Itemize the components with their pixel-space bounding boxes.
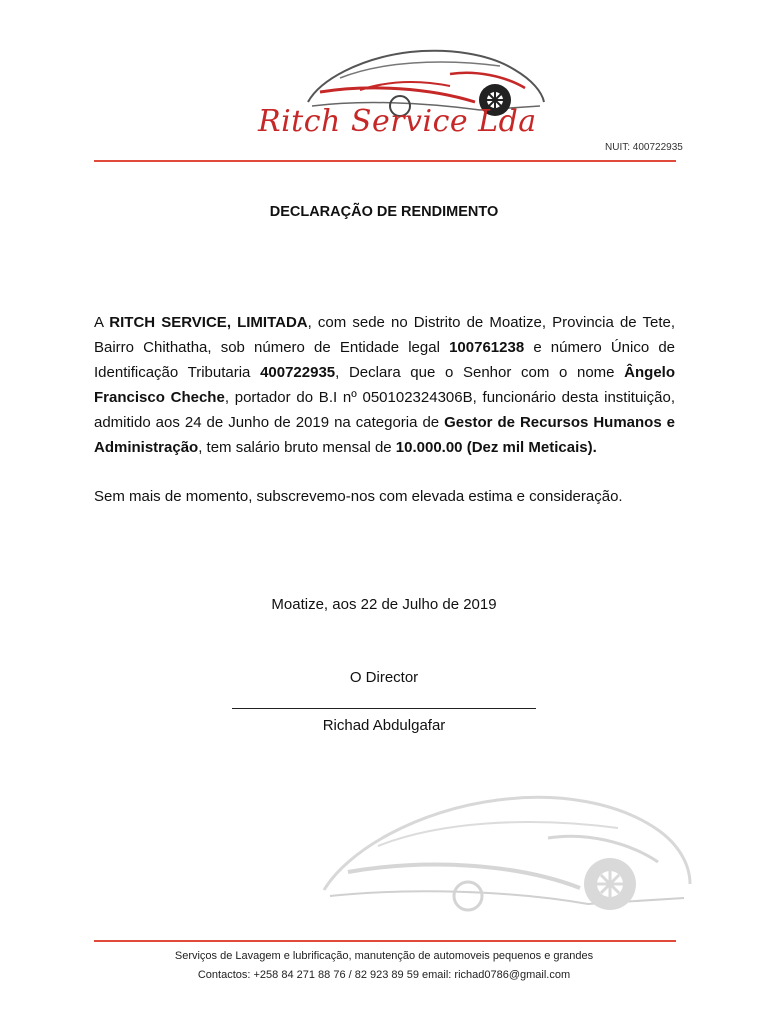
car-watermark-icon xyxy=(318,780,694,930)
job-position: Gestor de Recursos Humanos e Administração xyxy=(94,414,675,456)
body-text-part: A xyxy=(94,314,110,331)
footer-contacts: Contactos: +258 84 271 88 76 / 82 923 89 59 email: richad0786@gmail.com xyxy=(197,969,571,981)
closing-sentence: Sem mais de momento, subscrevemo-nos com elevada estima e consideração. xyxy=(94,488,623,505)
employee-name: Ângelo Francisco Cheche xyxy=(94,364,675,406)
footer-services: Serviços de Lavagem e lubrificação, manutenção de automoveis pequenos e grandes xyxy=(174,950,594,962)
salary-amount: 10.000.00 xyxy=(395,439,463,456)
company-logo-text: Ritch Service Lda xyxy=(258,104,537,139)
nuit-number: 400722935 xyxy=(260,364,336,381)
declaration-paragraph xyxy=(94,310,675,460)
signature-line xyxy=(232,708,536,709)
salary-words: (Dez mil Meticais). xyxy=(466,439,597,456)
footer-divider xyxy=(94,940,676,942)
place-date: Moatize, aos 22 de Julho de 2019 xyxy=(271,596,497,613)
header-divider xyxy=(94,160,676,162)
signer-role: O Director xyxy=(349,669,419,686)
entity-number: 100761238 xyxy=(449,339,525,356)
signer-name: Richad Abdulgafar xyxy=(322,717,446,734)
body-text-part: , com sede no Distrito de Moatize, Provincia de Tete, Bairro Chithatha, sob número de Entidade legal xyxy=(94,314,675,356)
body-text-part: e número Único de Identificação Tributaria xyxy=(94,339,676,381)
company-name: RITCH SERVICE, LIMITADA xyxy=(109,314,308,331)
nuit-label: NUIT: 400722935 xyxy=(605,142,683,153)
body-text-part: , portador do B.I nº 050102324306B, funcionário desta instituição, admitido aos 24 de Junho de 2019 na categoria de xyxy=(94,389,675,431)
body-text-part: , Declara que o Senhor com o nome xyxy=(335,364,625,381)
body-text-part: , tem salário bruto mensal de xyxy=(198,439,396,456)
document-title: DECLARAÇÃO DE RENDIMENTO xyxy=(269,204,499,220)
